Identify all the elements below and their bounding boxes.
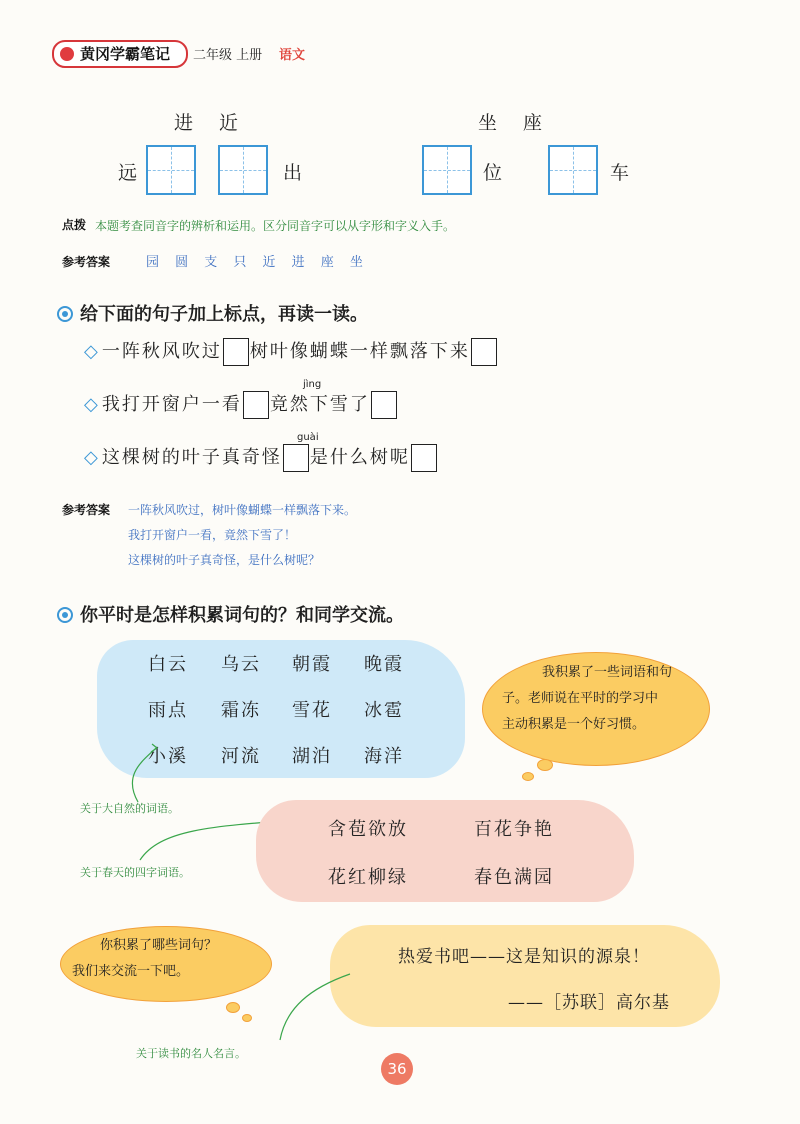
- idiom: 春色满园: [474, 867, 554, 888]
- bubble-1-line: 我积累了一些词语和句: [542, 665, 673, 680]
- answer-text-1: 园 圆 支 只 近 进 座 坐: [146, 255, 369, 270]
- thought-dot-icon: [537, 759, 553, 771]
- page-number: 36: [381, 1053, 413, 1085]
- word: 朝霞: [292, 654, 332, 675]
- quote-arrow-line: [240, 968, 360, 1048]
- writing-box-1[interactable]: [146, 145, 196, 195]
- question-2-title: 给下面的句子加上标点，再读一读。: [80, 304, 368, 325]
- pinyin-guai: guài: [297, 432, 319, 443]
- answer-line-1: 一阵秋风吹过，树叶像蝴蝶一样飘落下来。: [128, 503, 357, 517]
- idiom: 花红柳绿: [328, 867, 408, 888]
- word: 雪花: [292, 700, 332, 721]
- hint-text: 本题考查同音字的辨析和运用。区分同音字可以从字形和字义入手。: [95, 219, 456, 233]
- pinyin-jing: jìng: [303, 379, 322, 390]
- word: 乌云: [221, 654, 261, 675]
- thought-dot-icon: [226, 1002, 240, 1013]
- subject-label: 语文: [279, 48, 306, 63]
- question-3-title: 你平时是怎样积累词句的？和同学交流。: [80, 605, 404, 626]
- brand-logo: [52, 40, 188, 68]
- idiom: 百花争艳: [474, 819, 554, 840]
- punct-box-6[interactable]: [411, 444, 437, 472]
- right-prefix: 位: [483, 162, 503, 184]
- word: 白云: [148, 654, 188, 675]
- answer-label-2: 参考答案: [62, 503, 111, 517]
- note-spring-words: 关于春天的四字词语。: [80, 866, 190, 879]
- bubble-1-line: 主动积累是一个好习惯。: [502, 717, 646, 732]
- idiom: 含苞欲放: [328, 819, 408, 840]
- sentence-3-part-b: 是什么树呢: [309, 447, 410, 468]
- diamond-icon: ◇: [84, 341, 100, 362]
- word-pair-2: 坐 座: [478, 112, 553, 134]
- diamond-icon: ◇: [84, 447, 100, 468]
- sentence-2: [84, 390, 398, 419]
- answer-label-1: 参考答案: [62, 255, 111, 269]
- famous-quote: 热爱书吧——这是知识的源泉！: [398, 947, 650, 967]
- bubble-2-line: 你积累了哪些词句？: [100, 938, 218, 953]
- word-pair-1: 进 近: [174, 112, 249, 134]
- word: 河流: [221, 746, 261, 767]
- bubble-1-line: 子。老师说在平时的学习中: [502, 691, 659, 706]
- answer-line-2: 我打开窗户一看，竟然下雪了！: [128, 528, 297, 542]
- sentence-2-part-b: 竟然下雪了: [269, 394, 370, 415]
- punct-box-5[interactable]: [283, 444, 309, 472]
- word: 小溪: [148, 746, 188, 767]
- punct-box-4[interactable]: [371, 391, 397, 419]
- note-quote: 关于读书的名人名言。: [136, 1047, 246, 1060]
- bubble-2-line: 我们来交流一下吧。: [72, 964, 190, 979]
- brand-name: 黄冈学霸笔记: [80, 45, 171, 63]
- note-nature-words: 关于大自然的词语。: [80, 802, 179, 815]
- word: 雨点: [148, 700, 188, 721]
- left-suffix: 出: [283, 162, 303, 184]
- right-suffix: 车: [610, 162, 630, 184]
- brand-dot-icon: [60, 47, 74, 61]
- sentence-3: [84, 443, 438, 472]
- bubble-1-text: [502, 660, 672, 738]
- punct-box-1[interactable]: [223, 338, 249, 366]
- punct-box-2[interactable]: [471, 338, 497, 366]
- bubble-2-text: [72, 933, 217, 985]
- word: 海洋: [364, 746, 404, 767]
- question-bullet-icon: [57, 306, 73, 322]
- left-prefix: 远: [118, 162, 138, 184]
- writing-box-4[interactable]: [548, 145, 598, 195]
- word: 湖泊: [292, 746, 332, 767]
- sentence-1: [84, 337, 498, 366]
- answer-line-3: 这棵树的叶子真奇怪，是什么树呢？: [128, 553, 321, 567]
- writing-box-3[interactable]: [422, 145, 472, 195]
- thought-dot-icon: [522, 772, 534, 781]
- word: 冰雹: [364, 700, 404, 721]
- sentence-1-part-a: 一阵秋风吹过: [101, 341, 222, 362]
- writing-box-2[interactable]: [218, 145, 268, 195]
- word: 晚霞: [364, 654, 404, 675]
- spring-idioms-cloud: [256, 800, 634, 902]
- sentence-3-part-a: 这棵树的叶子真奇怪: [101, 447, 282, 468]
- word: 霜冻: [221, 700, 261, 721]
- grade-label: 二年级 上册: [193, 48, 263, 63]
- punct-box-3[interactable]: [243, 391, 269, 419]
- hint-label: 点拨: [62, 218, 87, 232]
- sentence-1-part-b: 树叶像蝴蝶一样飘落下来: [249, 341, 470, 362]
- quote-author: ——［苏联］高尔基: [508, 993, 670, 1013]
- diamond-icon: ◇: [84, 394, 100, 415]
- question-bullet-icon: [57, 607, 73, 623]
- sentence-2-part-a: 我打开窗户一看: [101, 394, 242, 415]
